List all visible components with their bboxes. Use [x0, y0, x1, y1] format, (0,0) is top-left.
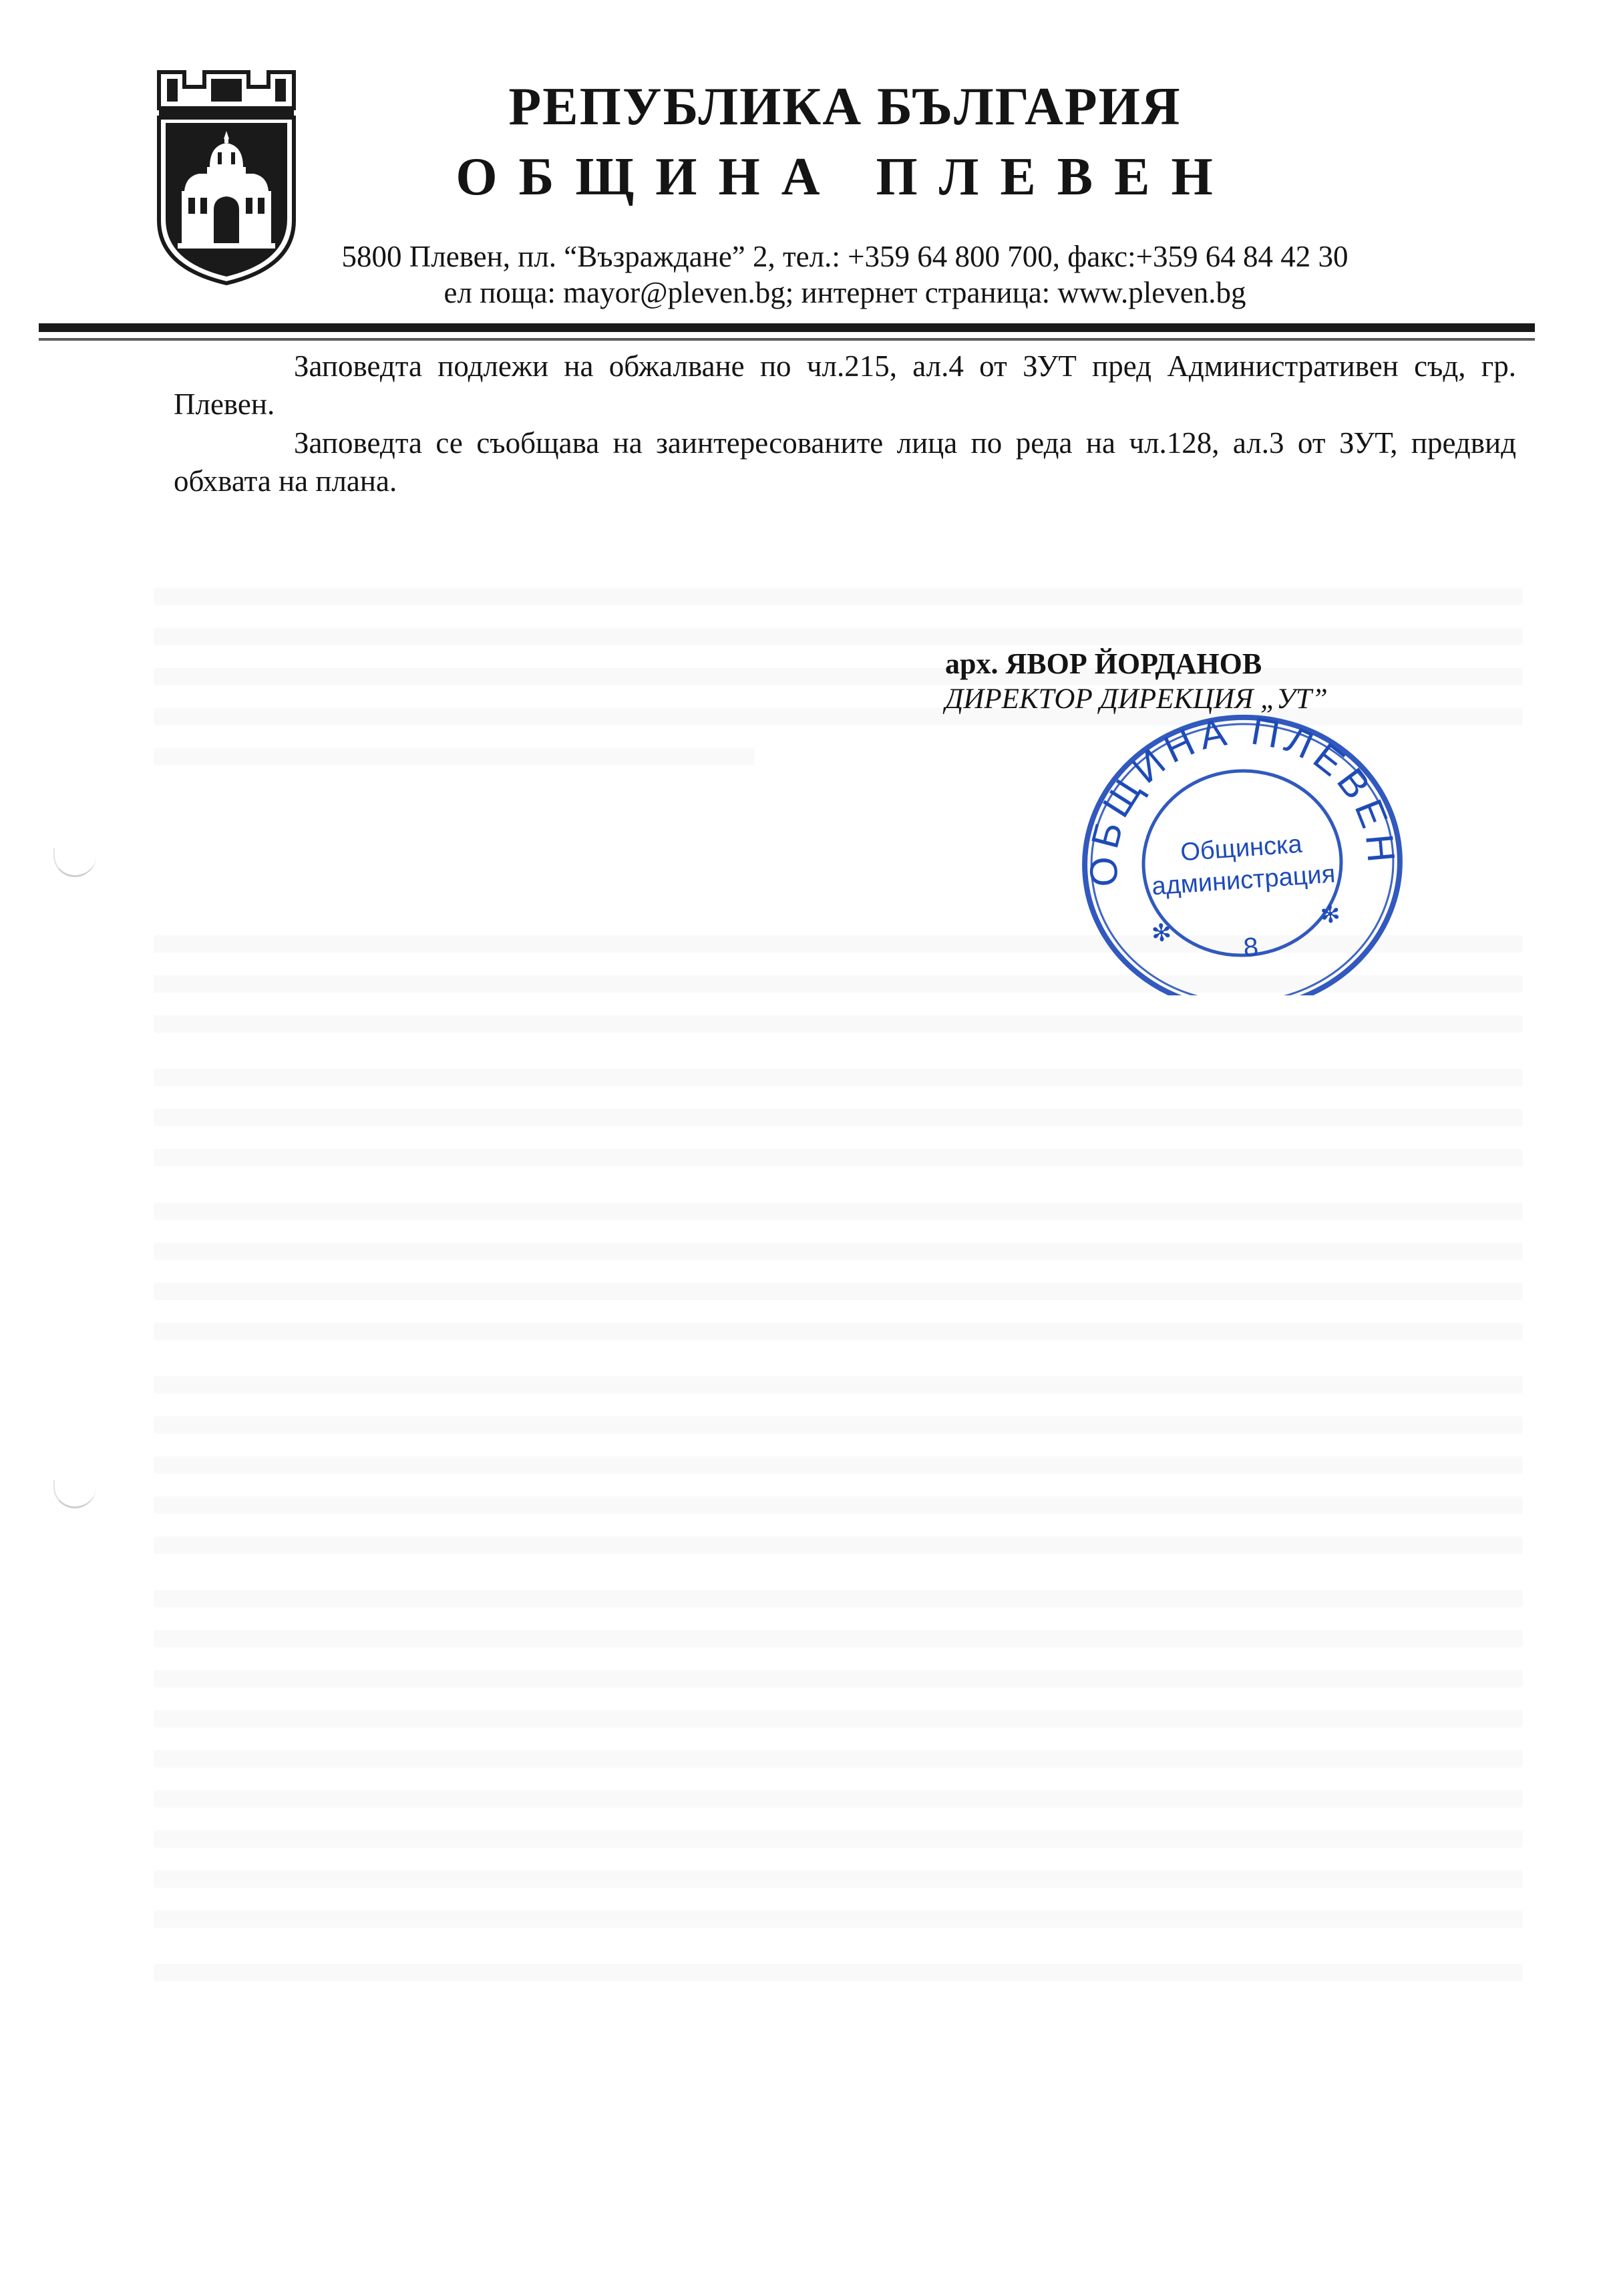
stamp-inner-line2: администрация [1151, 860, 1336, 901]
pleven-coat-of-arms-icon [155, 67, 298, 287]
stamp-number: 8 [1242, 932, 1260, 963]
appeal-text: Заповедта подлежи на обжалване по чл.215, ал.4 от ЗУТ пред Административен съд, гр. Плевен. [174, 349, 1516, 421]
header-divider-thin [39, 338, 1535, 341]
stamp-star-right-icon: ✻ [1319, 900, 1342, 930]
stamp-outer-text: ОБЩИНА ПЛЕВЕН [1081, 709, 1404, 888]
punch-hole-mark [53, 848, 96, 877]
notice-paragraph [174, 424, 1516, 500]
stamp-star-left-icon: ✻ [1150, 919, 1173, 948]
email-website: ел поща: mayor@pleven.bg; интернет страница: www.pleven.bg [443, 276, 1246, 309]
stamp-inner-line1: Общинска [1180, 830, 1303, 867]
punch-hole-mark [53, 1480, 96, 1508]
header-divider [39, 323, 1535, 332]
municipal-stamp [1075, 708, 1409, 995]
municipality-title: ОБЩИНА ПЛЕВЕН [456, 148, 1234, 206]
signatory-role: ДИРЕКТОР ДИРЕКЦИЯ „УТ” [945, 683, 1328, 715]
signatory-name: арх. ЯВОР ЙОРДАНОВ [945, 647, 1262, 680]
notice-text: Заповедта се съобщава на заинтересованите лица по реда на чл.128, ал.3 от ЗУТ, предвид обхвата на плана. [174, 426, 1516, 498]
appeal-paragraph [174, 347, 1516, 424]
republic-title: РЕПУБЛИКА БЪЛГАРИЯ [508, 77, 1182, 136]
address-phone-fax: 5800 Плевен, пл. “Възраждане” 2, тел.: +359 64 800 700, факс:+359 64 84 42 30 [341, 240, 1349, 273]
